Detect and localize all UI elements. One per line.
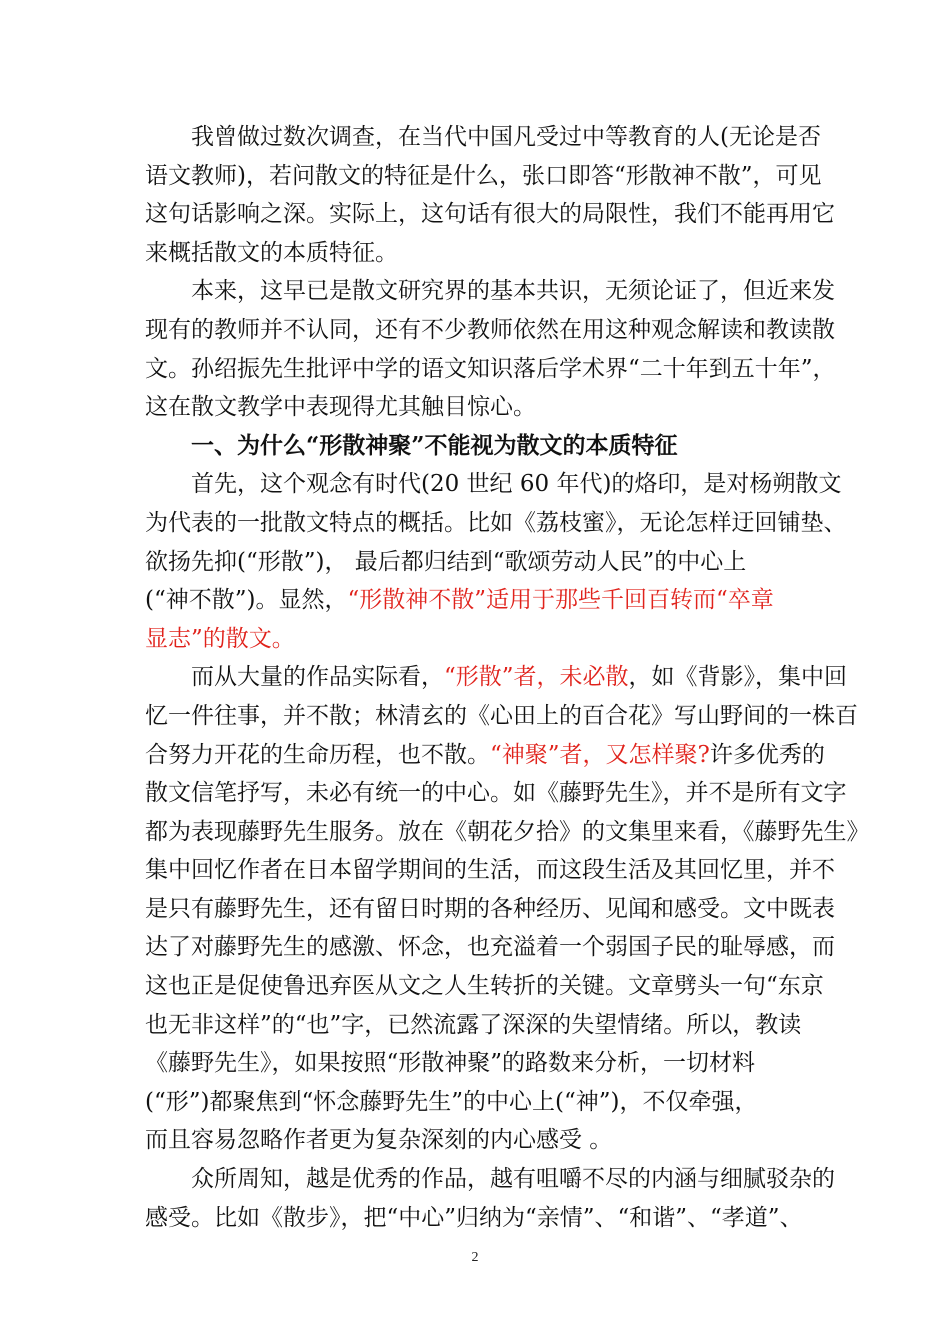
text-line xyxy=(145,1199,809,1238)
text-span: 集中回忆作者在日本留学期间的生活，而这段生活及其回忆里，并不 xyxy=(145,857,835,884)
text-line xyxy=(145,1083,809,1122)
text-line xyxy=(145,234,809,273)
text-span: 来概括散文的本质特征。 xyxy=(145,239,398,266)
text-line xyxy=(145,543,809,582)
text-span: 这在散文教学中表现得尤其触目惊心。 xyxy=(145,394,536,421)
text-span: 而且容易忽略作者更为复杂深刻的内心感受 。 xyxy=(145,1127,613,1154)
highlighted-text: “形散”者，未必散 xyxy=(444,664,629,691)
text-span: 欲扬先抑(“形散”)， 最后都归结到“歌颂劳动人民”的中心上 xyxy=(145,548,747,575)
section-heading xyxy=(145,427,809,466)
text-line xyxy=(145,851,835,890)
text-line xyxy=(145,272,835,311)
text-line xyxy=(145,504,847,543)
text-line xyxy=(145,774,847,813)
text-span: 都为表现藤野先生服务。放在《朝花夕拾》的文集里来看，《藤野先生》 xyxy=(145,818,870,845)
text-line xyxy=(145,697,858,736)
highlighted-text: “形散神不散”适用于那些千回百转而“卒章 xyxy=(347,587,774,614)
text-line xyxy=(145,350,836,389)
text-line xyxy=(145,967,824,1006)
text-line xyxy=(145,311,835,350)
text-span: 合努力开花的生命历程，也不散。 xyxy=(145,741,490,768)
text-span: 我曾做过数次调查，在当代中国凡受过中等教育的人(无论是否 xyxy=(191,124,821,150)
text-span: (“形”)都聚焦到“怀念藤野先生”的中心上(“神”)，不仅牵强， xyxy=(145,1088,758,1115)
text-line xyxy=(145,928,835,967)
text-line xyxy=(145,1044,809,1083)
highlighted-text: 显志”的散文。 xyxy=(145,625,295,652)
text-line xyxy=(145,620,809,659)
text-span: 而从大量的作品实际看， xyxy=(191,664,444,691)
text-line xyxy=(145,581,809,620)
text-line xyxy=(145,736,825,775)
text-span: 首先，这个观念有时代(20 世纪 60 年代)的烙印，是对杨朔散文 xyxy=(191,471,842,498)
text-span: 文。孙绍振先生批评中学的语文知识落后学术界“二十年到五十年”， xyxy=(145,355,836,382)
text-span: 是只有藤野先生，还有留日时期的各种经历、见闻和感受。文中既表 xyxy=(145,895,835,922)
text-line xyxy=(145,388,809,427)
text-line xyxy=(145,890,835,929)
text-span: 众所周知，越是优秀的作品，越有咀嚼不尽的内涵与细腻驳杂的 xyxy=(191,1166,835,1193)
text-span: 《藤野先生》，如果按照“形散神聚”的路数来分析，一切材料 xyxy=(145,1050,756,1077)
text-span: (“神不散”)。显然， xyxy=(145,587,348,614)
text-line xyxy=(145,1121,809,1160)
text-span: 为代表的一批散文特点的概括。比如《荔枝蜜》，无论怎样迂回铺垫、 xyxy=(145,509,847,536)
text-span: 也无非这样”的“也”字，已然流露了深深的失望情绪。所以，教读 xyxy=(145,1011,802,1038)
text-span: 忆一件往事，并不散；林清玄的《心田上的百合花》写山野间的一株百 xyxy=(145,702,858,729)
text-span: 许多优秀的 xyxy=(709,741,825,768)
text-line xyxy=(145,813,870,852)
text-line xyxy=(145,465,842,504)
text-span: 本来，这早已是散文研究界的基本共识，无须论证了，但近来发 xyxy=(191,278,835,305)
text-line xyxy=(145,157,822,196)
text-span: 达了对藤野先生的感激、怀念，也充溢着一个弱国子民的耻辱感，而 xyxy=(145,934,835,961)
text-span: 散文信笔抒写，未必有统一的中心。如《藤野先生》，并不是所有文字 xyxy=(145,780,847,807)
text-span: ，如《背影》，集中回 xyxy=(628,664,848,691)
page-number: 2 xyxy=(471,1250,479,1265)
text-span: 感受。比如《散步》，把“中心”归纳为“亲情”、“和谐”、“孝道”、 xyxy=(145,1204,803,1231)
text-span: 这句话影响之深。实际上，这句话有很大的局限性，我们不能再用它 xyxy=(145,201,835,228)
text-span: 现有的教师并不认同，还有不少教师依然在用这种观念解读和教读散 xyxy=(145,316,835,343)
text-span: 语文教师)，若问散文的特征是什么，张口即答“形散神不散”，可见 xyxy=(145,162,822,189)
highlighted-text: “神聚”者，又怎样聚? xyxy=(490,741,710,768)
text-span: 一、为什么“形散神聚”不能视为散文的本质特征 xyxy=(191,431,678,459)
text-span: 这也正是促使鲁迅弃医从文之人生转折的关键。文章劈头一句“东京 xyxy=(145,973,824,1000)
text-line xyxy=(145,195,835,234)
text-line xyxy=(145,658,848,697)
text-line xyxy=(145,1160,835,1199)
text-line xyxy=(145,1006,809,1045)
text-line xyxy=(145,118,821,157)
document-body xyxy=(145,118,870,1237)
